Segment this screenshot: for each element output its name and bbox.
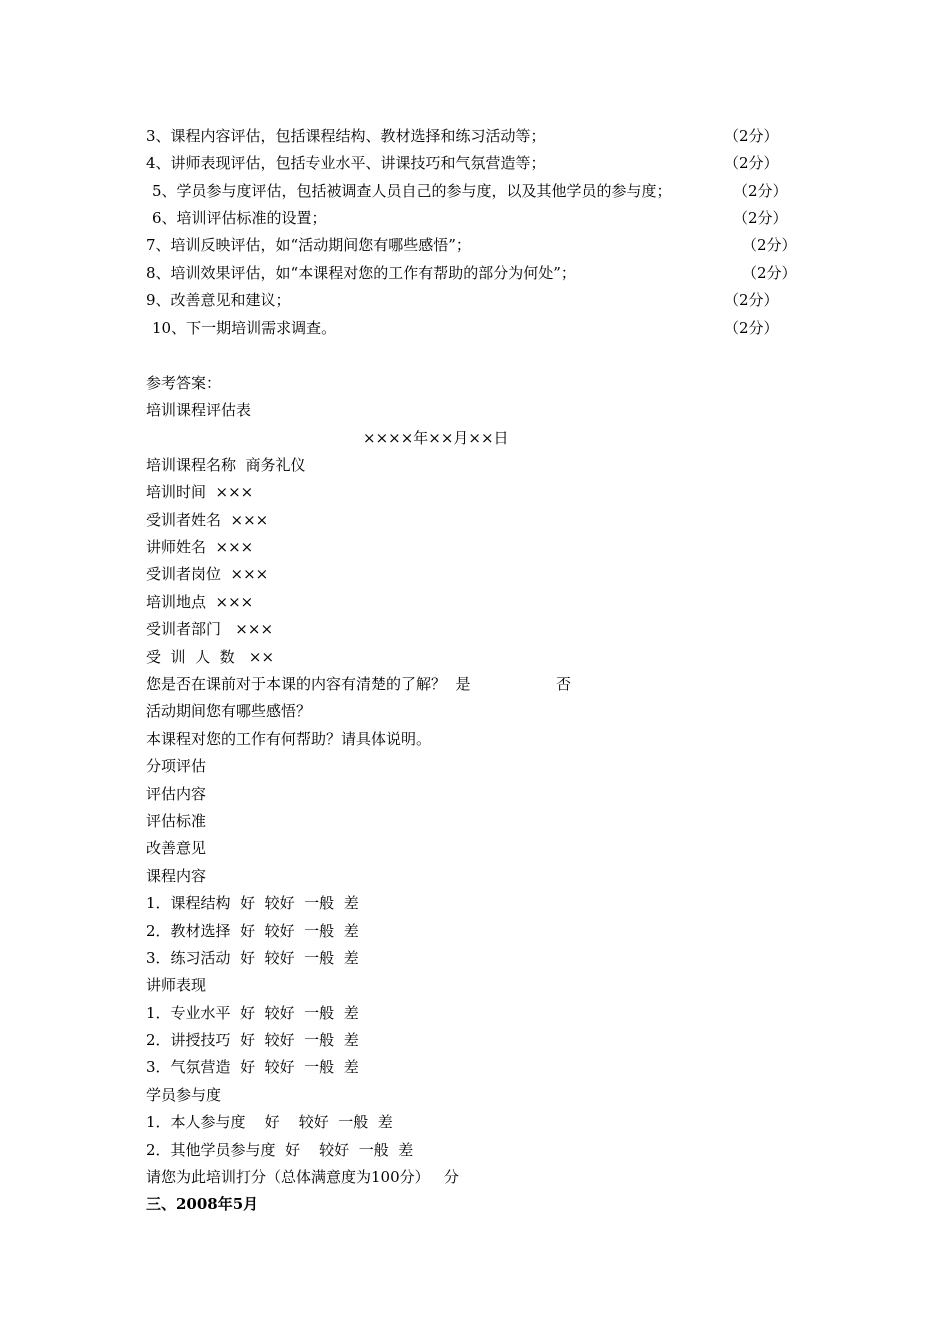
criterion-7: 7、培训反映评估，如“活动期间您有哪些感悟”； (146, 236, 471, 254)
criterion-4: 4、讲师表现评估，包括专业水平、讲课技巧和气氛营造等； (146, 154, 546, 172)
criterion-9: 9、改善意见和建议； (146, 291, 291, 309)
label-evaluation-content: 评估内容 (146, 785, 207, 803)
criterion-8: 8、培训效果评估，如“本课程对您的工作有帮助的部分为何处”； (146, 264, 576, 282)
answer-heading: 参考答案： (146, 374, 222, 392)
form-date: ××××年××月××日 (363, 429, 509, 447)
criterion-10-score: （2分） (724, 319, 779, 337)
section-participation: 学员参与度 (146, 1086, 222, 1104)
question-prior-knowledge-no: 否 (556, 675, 572, 693)
rating-row: 1．专业水平 好 较好 一般 差 (146, 1004, 359, 1022)
rating-row: 3．练习活动 好 较好 一般 差 (146, 949, 359, 967)
criterion-10: 10、下一期培训需求调查。 (152, 319, 337, 337)
rating-row: 2．讲授技巧 好 较好 一般 差 (146, 1031, 359, 1049)
criterion-5: 5、学员参与度评估，包括被调查人员自己的参与度，以及其他学员的参与度； (152, 182, 672, 200)
form-title: 培训课程评估表 (146, 401, 252, 419)
question-prior-knowledge: 您是否在课前对于本课的内容有清楚的了解？ 是 (146, 675, 471, 693)
section-heading-2008: 三、2008年5月 (146, 1195, 259, 1213)
field-trainee-count: 受 训 人 数 ×× (146, 648, 275, 666)
field-trainee-position: 受训者岗位 ××× (146, 565, 269, 583)
field-trainee-department: 受训者部门 ××× (146, 620, 274, 638)
rating-row: 1．本人参与度 好 较好 一般 差 (146, 1113, 393, 1131)
rating-row: 1．课程结构 好 较好 一般 差 (146, 894, 359, 912)
field-training-location: 培训地点 ××× (146, 593, 254, 611)
overall-rating: 请您为此培训打分（总体满意度为100分） 分 (146, 1168, 459, 1186)
question-work-help: 本课程对您的工作有何帮助？请具体说明。 (146, 730, 432, 748)
section-course-content: 课程内容 (146, 867, 207, 885)
criterion-6: 6、培训评估标准的设置； (152, 209, 327, 227)
question-reflections: 活动期间您有哪些感悟？ (146, 702, 312, 720)
label-improvement: 改善意见 (146, 839, 207, 857)
rating-row: 2．教材选择 好 较好 一般 差 (146, 922, 359, 940)
criterion-4-score: （2分） (724, 154, 779, 172)
field-training-time: 培训时间 ××× (146, 483, 254, 501)
label-evaluation-standard: 评估标准 (146, 812, 207, 830)
criterion-7-score: （2分） (742, 236, 797, 254)
criterion-9-score: （2分） (724, 291, 779, 309)
rating-row: 3．气氛营造 好 较好 一般 差 (146, 1058, 359, 1076)
field-trainee-name: 受训者姓名 ××× (146, 511, 269, 529)
field-instructor-name: 讲师姓名 ××× (146, 538, 254, 556)
criterion-8-score: （2分） (742, 264, 797, 282)
label-itemized-evaluation: 分项评估 (146, 757, 207, 775)
rating-row: 2．其他学员参与度 好 较好 一般 差 (146, 1141, 414, 1159)
criterion-3: 3、课程内容评估，包括课程结构、教材选择和练习活动等； (146, 127, 546, 145)
section-instructor: 讲师表现 (146, 976, 207, 994)
criterion-5-score: （2分） (733, 182, 788, 200)
criterion-3-score: （2分） (724, 127, 779, 145)
field-course-name: 培训课程名称 商务礼仪 (146, 456, 306, 474)
criterion-6-score: （2分） (733, 209, 788, 227)
